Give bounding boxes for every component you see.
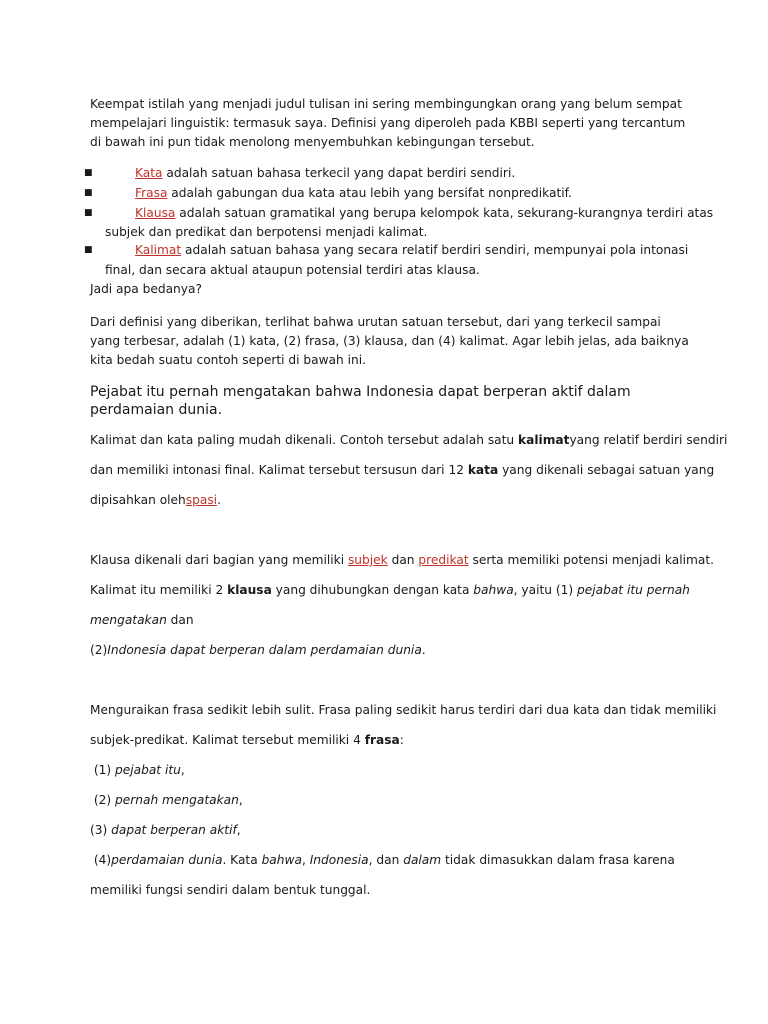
text-fragment: pejabat itu xyxy=(115,763,181,777)
text-fragment: tidak dimasukkan dalam frasa karena xyxy=(441,853,675,867)
frasa-item-1 xyxy=(90,761,185,780)
spasi-link[interactable]: spasi xyxy=(185,493,218,507)
klausa-line-3 xyxy=(90,611,194,630)
text-fragment: . Kata xyxy=(222,853,262,867)
text-fragment: , xyxy=(236,823,241,837)
list-item-continuation: final, dan secara aktual ataupun potensial terdiri atas klausa. xyxy=(105,263,480,277)
list-item xyxy=(135,204,713,223)
text-fragment: , dan xyxy=(368,853,404,867)
predikat-link[interactable]: predikat xyxy=(418,553,469,567)
text-fragment: Indonesia xyxy=(309,853,369,867)
text-fragment: (4) xyxy=(90,853,112,867)
text-fragment: , xyxy=(180,763,185,777)
text-fragment: (2) xyxy=(90,643,108,657)
question-line: Jadi apa bedanya? xyxy=(90,282,202,296)
kalimat-line-2 xyxy=(90,461,714,480)
text-fragment: dan xyxy=(387,553,419,567)
text-fragment: dipisahkan oleh xyxy=(90,493,186,507)
text-fragment: Indonesia dapat berperan dalam perdamaian dunia xyxy=(107,643,422,657)
text-fragment: pejabat itu pernah xyxy=(577,583,690,597)
intro-paragraph: Keempat istilah yang menjadi judul tulisan ini sering membingungkan orang yang belum sempat mempelajari linguistik: termasuk saya. Definisi yang diperoleh pada KBBI seperti yang tercantum di bawah ini pun tidak menolong menyembuhkan kebingungan tersebut. xyxy=(90,97,686,149)
text-fragment: (1) xyxy=(90,763,116,777)
text-fragment: Kalimat itu memiliki 2 xyxy=(90,583,228,597)
klausa-line-1 xyxy=(90,551,714,570)
text-fragment: : xyxy=(399,733,404,747)
list-item xyxy=(135,164,515,183)
frasa-item-3 xyxy=(90,821,241,840)
text-fragment: (3) xyxy=(90,823,112,837)
term-link-frasa[interactable]: Frasa xyxy=(135,186,168,200)
bullet-marker: ■ xyxy=(84,245,93,255)
definition-paragraph: Dari definisi yang diberikan, terlihat bahwa urutan satuan tersebut, dari yang terkecil sampai yang terbesar, adalah (1) kata, (2) frasa, (3) klausa, dan (4) kalimat. Agar lebih jelas, ada baiknya kita bedah suatu contoh seperti di bawah ini. xyxy=(90,315,689,367)
text-fragment: . xyxy=(421,643,426,657)
frasa-line-2 xyxy=(90,731,404,750)
klausa-line-4 xyxy=(90,641,426,660)
text-fragment: perdamaian dunia xyxy=(111,853,223,867)
text-fragment: dapat berperan aktif xyxy=(111,823,237,837)
subjek-link[interactable]: subjek xyxy=(347,553,388,567)
list-item-text: adalah satuan bahasa yang secara relatif berdiri sendiri, mempunyai pola intonasi xyxy=(181,243,689,257)
text-fragment: pernah mengatakan xyxy=(115,793,239,807)
text-fragment: bahwa xyxy=(261,853,302,867)
text-fragment: dalam xyxy=(403,853,442,867)
text-fragment: serta memiliki potensi menjadi kalimat. xyxy=(468,553,715,567)
list-item-text: adalah satuan gramatikal yang berupa kelompok kata, sekurang-kurangnya terdiri atas xyxy=(175,206,714,220)
frasa-line-1: Menguraikan frasa sedikit lebih sulit. Frasa paling sedikit harus terdiri dari dua kata dan tidak memiliki xyxy=(90,703,717,717)
list-item xyxy=(135,241,688,260)
term-link-kalimat[interactable]: Kalimat xyxy=(135,243,182,257)
text-fragment: Klausa dikenali dari bagian yang memiliki xyxy=(90,553,348,567)
term-link-klausa[interactable]: Klausa xyxy=(135,206,176,220)
bullet-marker: ■ xyxy=(84,208,93,218)
frasa-item-2 xyxy=(90,791,243,810)
frasa-line-7: memiliki fungsi sendiri dalam bentuk tunggal. xyxy=(90,883,371,897)
kalimat-line-3 xyxy=(90,491,221,510)
text-fragment: klausa xyxy=(227,583,272,597)
text-fragment: subjek-predikat. Kalimat tersebut memiliki 4 xyxy=(90,733,365,747)
klausa-line-2 xyxy=(90,581,690,600)
text-fragment: , xyxy=(238,793,243,807)
list-item-continuation: subjek dan predikat dan berpotensi menjadi kalimat. xyxy=(105,225,428,239)
text-fragment: Kalimat dan kata paling mudah dikenali. Contoh tersebut adalah satu xyxy=(90,433,519,447)
text-fragment: bahwa xyxy=(473,583,514,597)
text-fragment: yang relatif berdiri sendiri xyxy=(569,433,728,447)
text-fragment: kata xyxy=(467,463,499,477)
text-fragment: dan xyxy=(166,613,194,627)
text-fragment: kalimat xyxy=(518,433,570,447)
text-fragment: , yaitu (1) xyxy=(513,583,578,597)
term-link-kata[interactable]: Kata xyxy=(135,166,163,180)
text-fragment: frasa xyxy=(364,733,400,747)
bullet-marker: ■ xyxy=(84,188,93,198)
list-item-text: adalah satuan bahasa terkecil yang dapat berdiri sendiri. xyxy=(162,166,516,180)
text-fragment: yang dikenali sebagai satuan yang xyxy=(498,463,715,477)
text-fragment: . xyxy=(217,493,221,507)
list-item-text: adalah gabungan dua kata atau lebih yang bersifat nonpredikatif. xyxy=(167,186,572,200)
text-fragment: yang dihubungkan dengan kata xyxy=(271,583,474,597)
text-fragment: (2) xyxy=(90,793,116,807)
list-item xyxy=(135,184,572,203)
bullet-marker: ■ xyxy=(84,168,93,178)
text-fragment: mengatakan xyxy=(90,613,167,627)
text-fragment: dan memiliki intonasi final. Kalimat tersebut tersusun dari 12 xyxy=(90,463,468,477)
frasa-item-4 xyxy=(90,851,675,870)
text-fragment: , xyxy=(301,853,310,867)
example-sentence: Pejabat itu pernah mengatakan bahwa Indonesia dapat berperan aktif dalam perdamaian dunia. xyxy=(90,384,631,418)
kalimat-line-1 xyxy=(90,431,727,450)
